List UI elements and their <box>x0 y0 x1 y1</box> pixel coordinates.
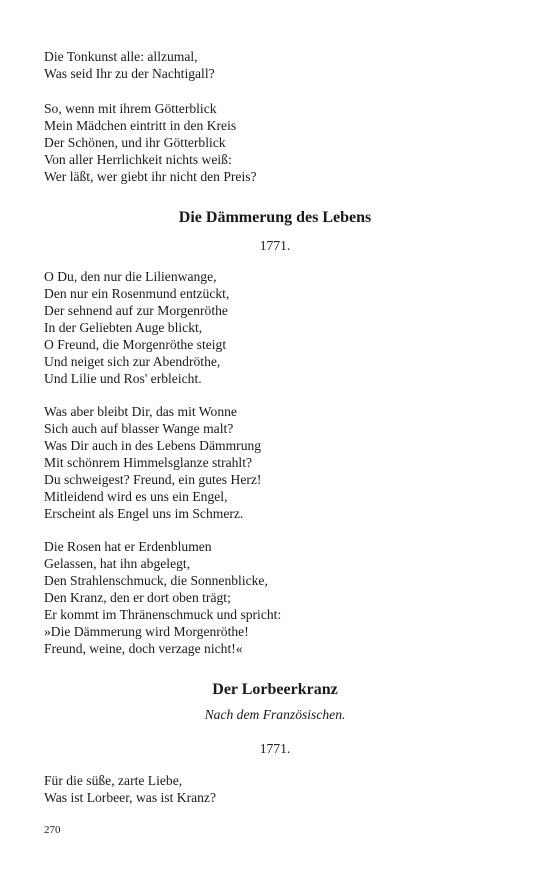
verse-line: Was aber bleibt Dir, das mit Wonne <box>44 404 237 419</box>
verse-line: Der sehnend auf zur Morgenröthe <box>44 303 228 318</box>
verse-line: Wer läßt, wer giebt ihr nicht den Preis? <box>44 169 257 184</box>
verse-line: Freund, weine, doch verzage nicht!« <box>44 641 243 656</box>
verse-line: Mit schönrem Himmelsglanze strahlt? <box>44 455 253 470</box>
poem-subtitle: Nach dem Französischen. <box>204 707 346 722</box>
verse-line: Die Rosen hat er Erdenblumen <box>44 539 212 554</box>
verse-line: Und neiget sich zur Abendröthe, <box>44 354 221 369</box>
verse-line: O Freund, die Morgenröthe steigt <box>44 337 227 352</box>
verse-line: Mitleidend wird es uns ein Engel, <box>44 489 228 504</box>
verse-line: In der Geliebten Auge blickt, <box>44 320 203 335</box>
poem-title: Die Dämmerung des Lebens <box>178 209 372 226</box>
poem1-stanza-2 <box>44 403 514 522</box>
verse-line: »Die Dämmerung wird Morgenröthe! <box>44 624 249 639</box>
verse-line: O Du, den nur die Lilienwange, <box>44 269 217 284</box>
poem2-stanza-1 <box>44 772 514 806</box>
verse-line: Du schweigest? Freund, ein gutes Herz! <box>44 472 262 487</box>
verse-line: Erscheint als Engel uns im Schmerz. <box>44 506 244 521</box>
verse-line: Gelassen, hat ihn abgelegt, <box>44 556 191 571</box>
verse-line: Von aller Herrlichkeit nichts weiß: <box>44 152 232 167</box>
verse-line: Was Dir auch in des Lebens Dämmrung <box>44 438 262 453</box>
verse-line: Sich auch auf blasser Wange malt? <box>44 421 234 436</box>
verse-line: Was ist Lorbeer, was ist Kranz? <box>44 790 216 805</box>
verse-line: Er kommt im Thränenschmuck und spricht: <box>44 607 282 622</box>
poem1-stanza-1 <box>44 268 514 387</box>
stanza-continued-1 <box>44 48 514 82</box>
verse-line: Die Tonkunst alle: allzumal, <box>44 49 198 64</box>
verse-line: Der Schönen, und ihr Götterblick <box>44 135 226 150</box>
poem-title: Der Lorbeerkranz <box>212 681 338 698</box>
stanza-continued-2 <box>44 100 514 185</box>
verse-line: Und Lilie und Ros' erbleicht. <box>44 371 202 386</box>
verse-line: Was seid Ihr zu der Nachtigall? <box>44 66 215 81</box>
page-number: 270 <box>44 824 61 836</box>
verse-line: Für die süße, zarte Liebe, <box>44 773 183 788</box>
verse-line: So, wenn mit ihrem Götterblick <box>44 101 217 116</box>
verse-line: Mein Mädchen eintritt in den Kreis <box>44 118 237 133</box>
verse-line: Den nur ein Rosenmund entzückt, <box>44 286 230 301</box>
poem1-stanza-3 <box>44 538 514 657</box>
poem-year: 1771. <box>259 741 291 756</box>
verse-line: Den Strahlenschmuck, die Sonnenblicke, <box>44 573 268 588</box>
poem-year: 1771. <box>259 238 291 253</box>
verse-line: Den Kranz, den er dort oben trägt; <box>44 590 231 605</box>
